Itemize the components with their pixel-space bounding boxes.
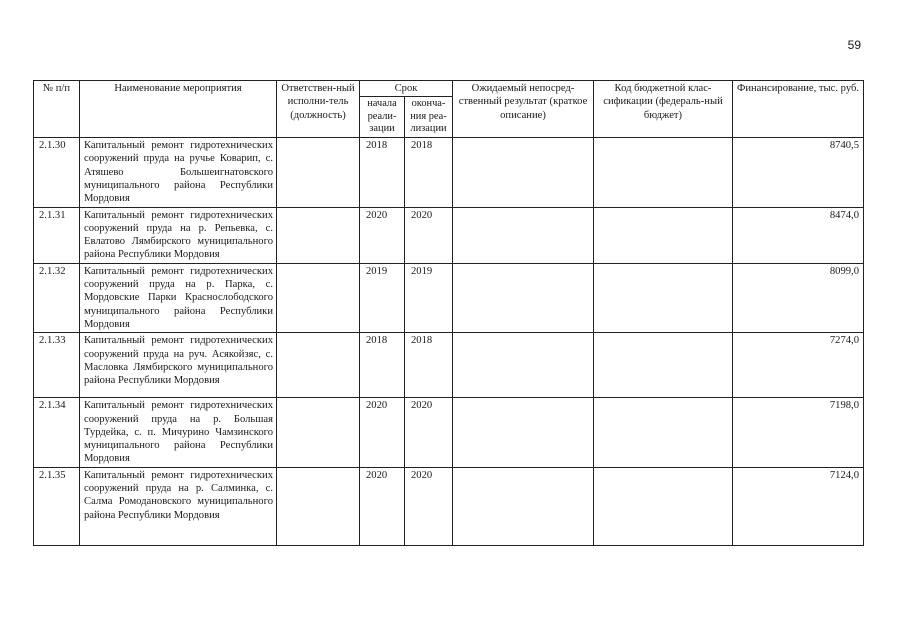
financing-amount: 8474,0 [733,207,864,263]
result-cell [453,333,594,398]
row-number: 2.1.34 [34,398,80,467]
header-start: начала реали-зации [360,97,405,138]
table-row [34,207,864,263]
result-cell [453,207,594,263]
responsible-cell [277,263,360,332]
header-end: оконча-ния реа-лизации [405,97,453,138]
start-year: 2020 [360,398,405,467]
row-number: 2.1.32 [34,263,80,332]
financing-amount: 8740,5 [733,138,864,207]
budget-code-cell [594,263,733,332]
table-row [34,398,864,467]
end-year: 2020 [405,207,453,263]
financing-amount: 8099,0 [733,263,864,332]
header-term: Срок [360,81,453,97]
header-financing: Финансирование, тыс. руб. [733,81,864,138]
result-cell [453,398,594,467]
end-year: 2018 [405,333,453,398]
activity-name: Капитальный ремонт гидротехнических сооружений пруда на р. Большая Турдейка, с. п. Мичурино Чамзинского муниципального района Республики Мордовия [80,398,277,467]
header-result: Ожидаемый непосред-ственный результат (краткое описание) [453,81,594,138]
start-year: 2020 [360,467,405,545]
responsible-cell [277,207,360,263]
start-year: 2018 [360,333,405,398]
header-responsible: Ответствен-ный исполни-тель (должность) [277,81,360,138]
result-cell [453,467,594,545]
result-cell [453,138,594,207]
row-number: 2.1.35 [34,467,80,545]
row-number: 2.1.30 [34,138,80,207]
table-row [34,467,864,545]
budget-code-cell [594,398,733,467]
program-table [33,80,864,546]
header-num: № п/п [34,81,80,138]
end-year: 2018 [405,138,453,207]
activity-name: Капитальный ремонт гидротехнических сооружений пруда на р. Парка, с. Мордовские Парки Краснослободского муниципального района Республики Мордовия [80,263,277,332]
responsible-cell [277,467,360,545]
activity-name: Капитальный ремонт гидротехнических сооружений пруда на р. Салминка, с. Салма Ромодановского муниципального района Республики Мордовия [80,467,277,545]
activity-name: Капитальный ремонт гидротехнических сооружений пруда на руч. Асякойзяс, с. Масловка Лямбирского муниципального района Республики Мордовия [80,333,277,398]
activity-name: Капитальный ремонт гидротехнических сооружений пруда на ручье Коварип, с. Атяшево Большеигнатовского муниципального района Республики Мордовия [80,138,277,207]
start-year: 2018 [360,138,405,207]
financing-amount: 7198,0 [733,398,864,467]
start-year: 2020 [360,207,405,263]
row-number: 2.1.31 [34,207,80,263]
budget-code-cell [594,467,733,545]
header-name: Наименование мероприятия [80,81,277,138]
page-number: 59 [847,38,861,52]
financing-amount: 7274,0 [733,333,864,398]
start-year: 2019 [360,263,405,332]
responsible-cell [277,138,360,207]
end-year: 2020 [405,467,453,545]
financing-amount: 7124,0 [733,467,864,545]
table-row [34,333,864,398]
budget-code-cell [594,207,733,263]
row-number: 2.1.33 [34,333,80,398]
table-row [34,138,864,207]
budget-code-cell [594,138,733,207]
activity-name: Капитальный ремонт гидротехнических сооружений пруда на р. Репьевка, с. Евлатово Лямбирского муниципального района Республики Мордовия [80,207,277,263]
responsible-cell [277,333,360,398]
budget-code-cell [594,333,733,398]
responsible-cell [277,398,360,467]
header-budget-code: Код бюджетной клас-сификации (федераль-ный бюджет) [594,81,733,138]
table-row [34,263,864,332]
end-year: 2019 [405,263,453,332]
result-cell [453,263,594,332]
end-year: 2020 [405,398,453,467]
